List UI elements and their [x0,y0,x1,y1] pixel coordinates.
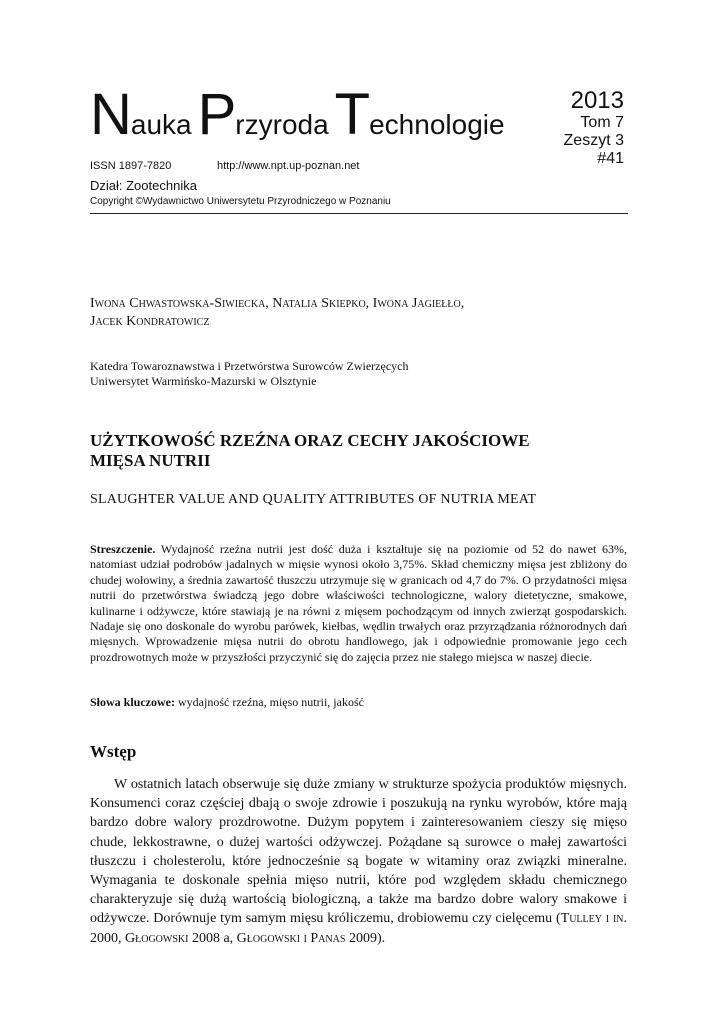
issn: ISSN 1897-7820 [90,160,172,172]
title-polish-line-1: UŻYTKOWOŚĆ RZEŹNA ORAZ CECHY JAKOŚCIOWE [90,431,530,450]
section-heading: Wstęp [90,742,137,761]
affiliation-line-1: Katedra Towaroznawstwa i Przetwórstwa Surowców Zwierzęcych [90,359,409,373]
keywords-text: wydajność rzeźna, mięso nutrii, jakość [175,695,364,709]
title-polish-line-2: MIĘSA NUTRII [90,451,211,470]
journal-word-nauka: auka [130,109,192,140]
section-label: Dział: Zootechnika [90,178,197,193]
affiliation-line-2: Uniwersytet Warmińsko-Mazurski w Olsztynie [90,374,317,388]
intro-text: W ostatnich latach obserwuje się duże zmiany w strukturze spożycia produktów mięsnych. Konsumenci coraz częściej dbają o swoje zdrowie i poszukują na rynku wyrobów, które mają bardzo dobre walory prozdrowotne. Dużym popytem i zainteresowaniem cieszy się mięso chude, lekkostrawne, o dużej wartości odżywczej. Pożądane są surowce o małej zawartości tłuszczu i cholesterolu, które jednocześnie są bogate w witaminy oraz związki mineralne. Wymagania te doskonale spełnia mięso nutrii, które pod względem składu chemicznego charakteryzuje się dużą wartością biologiczną, a także ma bardzo dobre walory smakowe i odżywcze. Dorównuje tym samym mięsu króliczemu, drobiowemu czy cielęcemu ( [90,777,627,927]
issn-row [90,160,360,172]
journal-initial-p: P [197,82,236,147]
journal-initial-n: N [90,82,131,147]
abstract [90,542,627,665]
header-divider [90,213,628,214]
issue-volume: Tom 7 [580,114,624,132]
copyright: Copyright ©Wydawnictwo Uniwersytetu Przyrodniczego w Poznaniu [90,196,391,207]
citation-glogowski: Głogowski [125,930,189,946]
authors-line-2: Jacek Kondratowicz [90,314,210,329]
keywords [90,695,364,710]
authors-line-1: Iwona Chwastowska-Siwiecka, Natalia Skiepko, Iwona Jagiełło, [90,296,465,311]
citation-tulley: Tulley i in. [560,911,627,927]
citation-glogowski-panas: Głogowski i Panas [236,930,346,946]
issue-year: 2013 [570,87,624,114]
issue-meta [564,88,624,167]
abstract-label: Streszczenie. [90,542,156,556]
journal-title [90,82,511,147]
journal-url[interactable]: http://www.npt.up-poznan.net [217,160,360,172]
abstract-text: Wydajność rzeźna nutrii jest dość duża i kształtuje się na poziomie od 52 do nawet 63%, natomiast udział podrobów jadalnych w mięsie wynosi około 3,75%. Skład chemiczny mięsa jest zbliżony do chudej wołowiny, a średnia zawartość tłuszczu utrzymuje się w granicach od 4,7 do 7%. O przydatności mięsa nutrii do przetwórstwa świadczą jego dobre właściwości technologiczne, walory dietetyczne, smakowe, kulinarne i odżywcze, które stawiają je na równi z mięsem pochodzącym od innych zwierząt gospodarskich. Nadaje się ono doskonale do wyrobu parówek, kiełbas, wędlin trwałych oraz przyrządzania różnorodnych dań mięsnych. Wprowadzenie mięsa nutrii do obrotu handlowego, jak i odpowiednie promowanie jego cech prozdrowotnych może w przyszłości przyczynić się do zajęcia przez nie stałego miejsca w naszej diecie. [90,542,627,664]
authors [90,295,630,331]
journal-word-przyroda: rzyroda [235,109,329,140]
intro-paragraph [90,775,627,948]
affiliation [90,359,409,389]
journal-initial-t: T [334,82,370,147]
citation-separator-1: 2000, [90,930,125,946]
keywords-label: Słowa kluczowe: [90,695,175,709]
title-english: SLAUGHTER VALUE AND QUALITY ATTRIBUTES OF NUTRIA MEAT [90,492,537,507]
article-number: #41 [597,149,624,167]
citation-separator-2: 2008 a, [188,930,237,946]
title-polish [90,431,630,471]
issue-number: Zeszyt 3 [563,131,624,149]
journal-word-technologie: echnologie [369,109,505,140]
citation-end: 2009). [345,930,386,946]
